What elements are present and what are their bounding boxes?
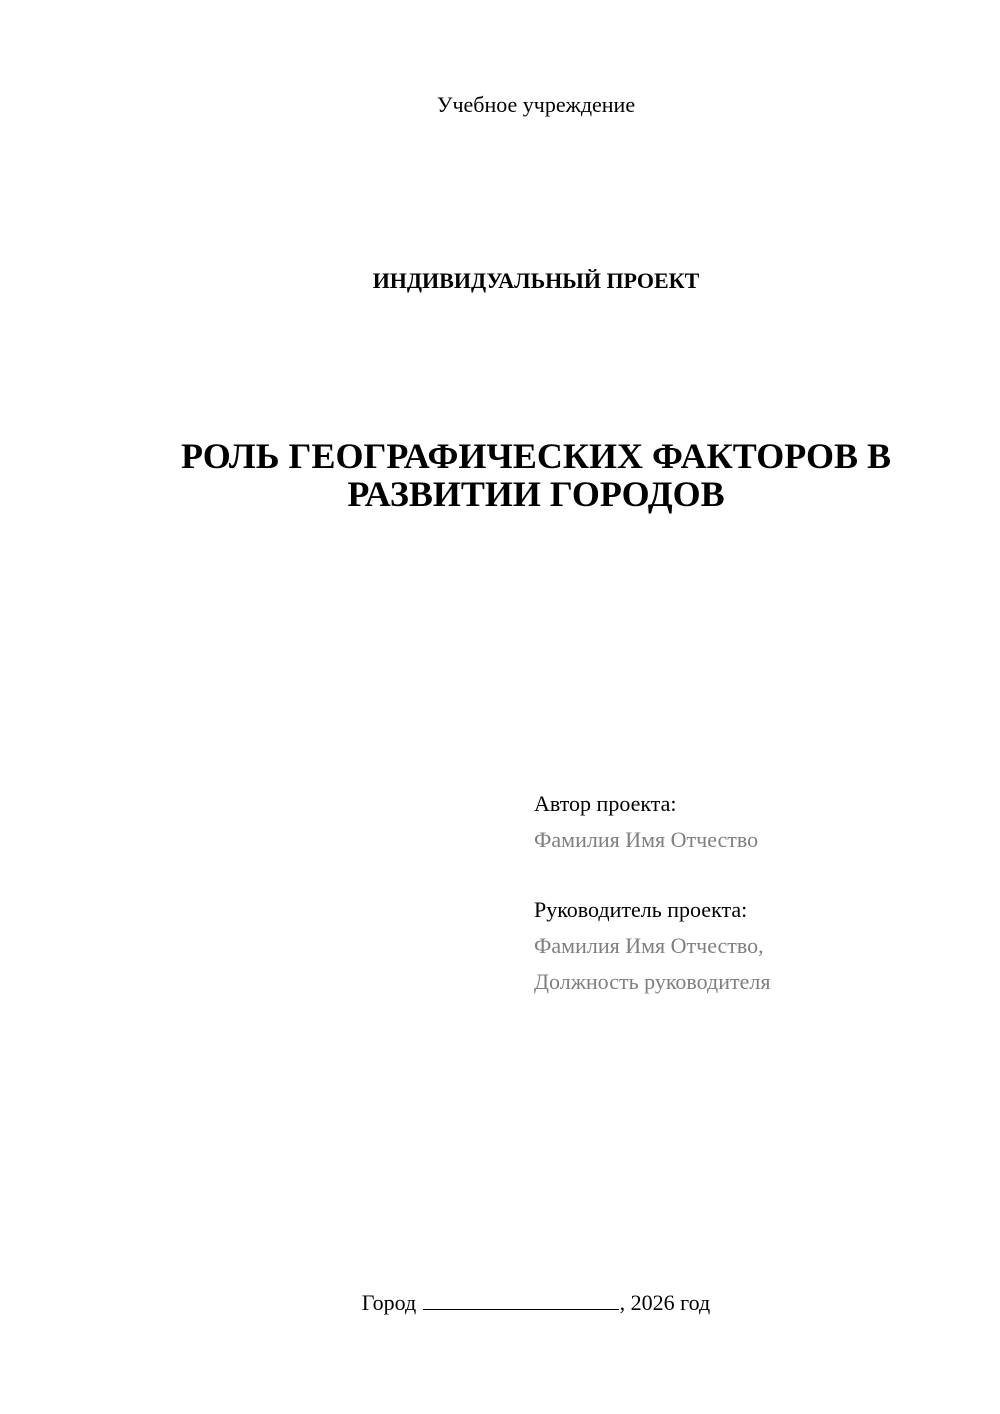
project-title-line-2: РАЗВИТИИ ГОРОДОВ [347, 474, 725, 514]
supervisor-label: Руководитель проекта: [534, 897, 748, 922]
author-label: Автор проекта: [534, 791, 677, 816]
year-text: , 2026 год [619, 1290, 711, 1315]
institution-name: Учебное учреждение [436, 92, 636, 117]
supervisor-name-placeholder: Фамилия Имя Отчество, [534, 933, 764, 958]
project-type-heading: ИНДИВИДУАЛЬНЫЙ ПРОЕКТ [372, 268, 700, 293]
supervisor-block [534, 892, 974, 1000]
city-blank-line [423, 1289, 619, 1310]
project-title-line-1: РОЛЬ ГЕОГРАФИЧЕСКИХ ФАКТОРОВ В [180, 436, 892, 476]
project-title [100, 437, 972, 513]
author-block [534, 786, 974, 858]
supervisor-position-placeholder: Должность руководителя [534, 969, 771, 994]
author-name-placeholder: Фамилия Имя Отчество [534, 827, 759, 852]
footer-city-year [0, 1288, 1000, 1318]
city-label: Город [361, 1290, 417, 1315]
